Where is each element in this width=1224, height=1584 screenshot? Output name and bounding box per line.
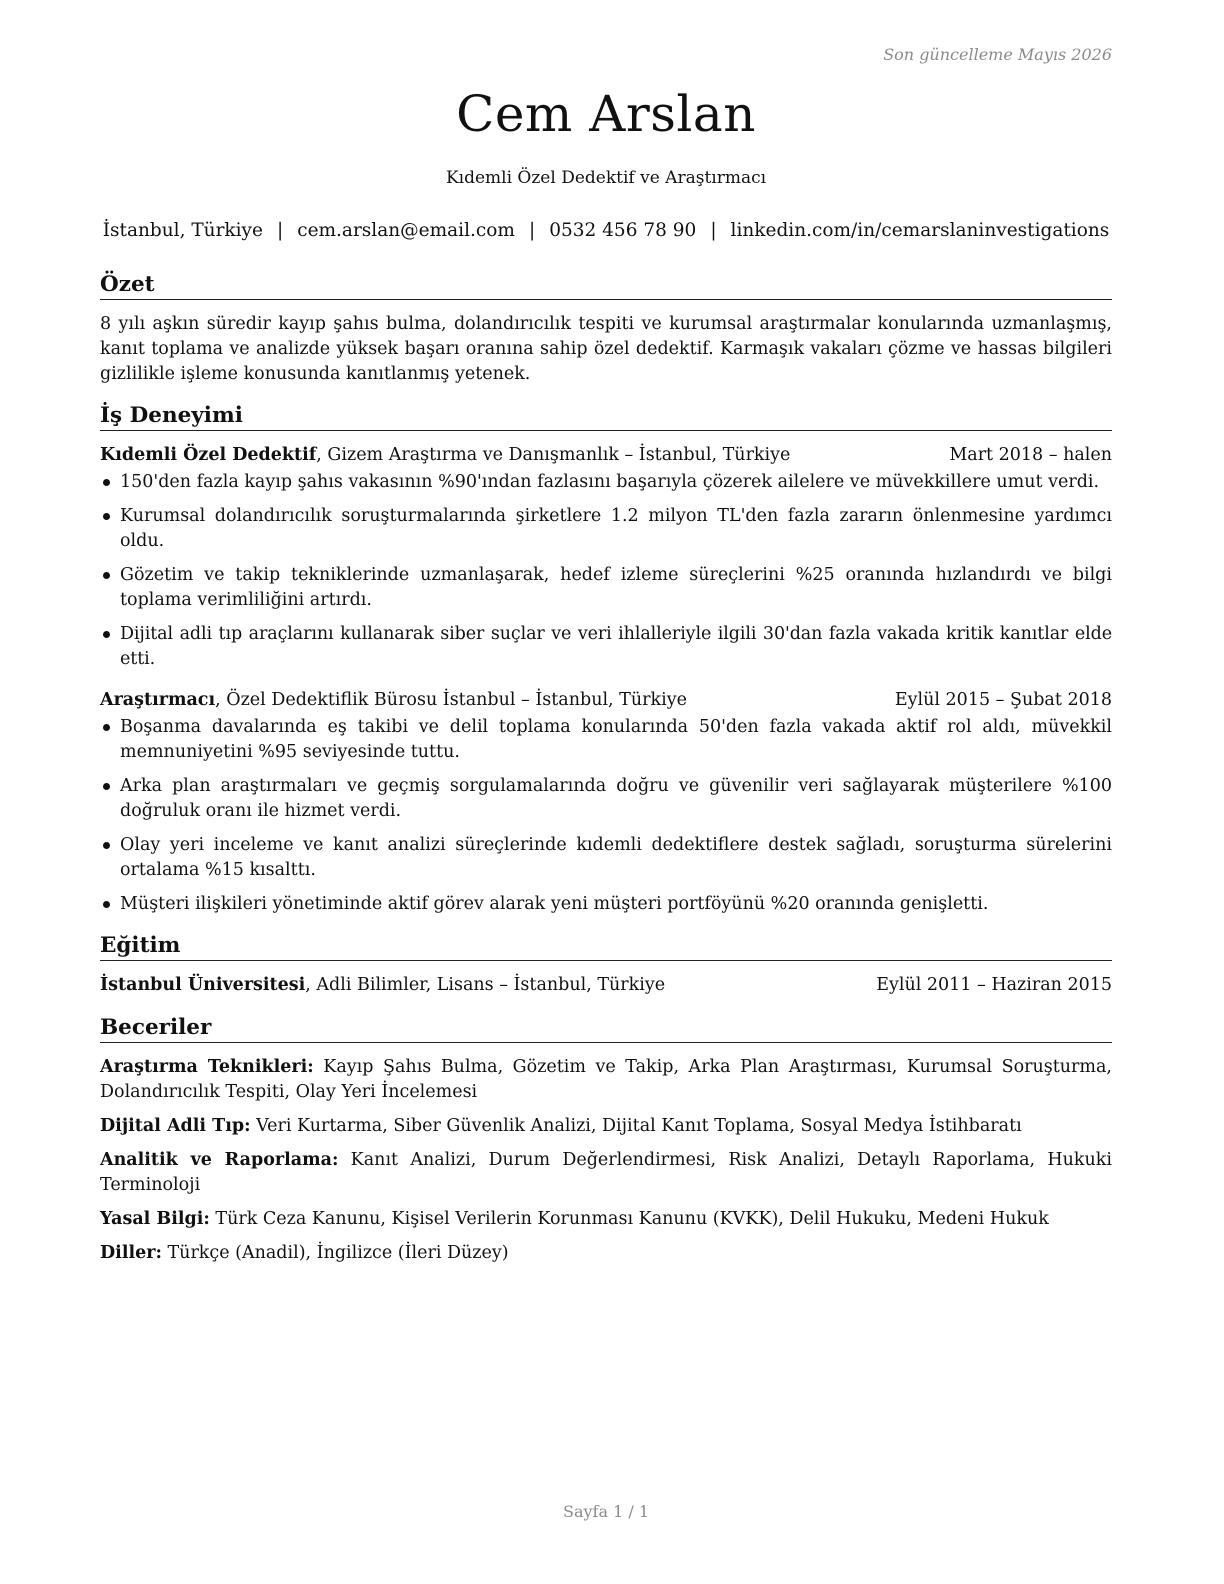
bullet-icon: [103, 842, 110, 849]
skill-line: [100, 1114, 1112, 1139]
contact-linkedin[interactable]: linkedin.com/in/cemarslaninvestigations: [730, 220, 1110, 241]
summary-section: [100, 272, 1112, 387]
skill-line: [100, 1148, 1112, 1198]
bullet-text: 150'den fazla kayıp şahıs vakasının %90'ından fazlasını başarıyla çözerek ailelere ve müvekkillere umut verdi.: [120, 472, 1100, 492]
bullet-item: [100, 622, 1112, 672]
bullet-icon: [103, 783, 110, 790]
education-school: İstanbul Üniversitesi: [100, 975, 306, 995]
job-bullets: [100, 470, 1112, 672]
skill-label: Araştırma Teknikleri:: [100, 1057, 314, 1077]
skill-line: [100, 1055, 1112, 1105]
job-bullets: [100, 715, 1112, 917]
skill-value: Türkçe (Anadil), İngilizce (İleri Düzey): [161, 1243, 509, 1263]
contact-separator: |: [528, 220, 536, 241]
skill-label: Dijital Adli Tıp:: [100, 1116, 251, 1136]
section-heading-summary: Özet: [100, 272, 1112, 300]
job-title-line: [100, 443, 790, 467]
section-heading-experience: İş Deneyimi: [100, 403, 1112, 431]
skill-value: Veri Kurtarma, Siber Güvenlik Analizi, Dijital Kanıt Toplama, Sosyal Medya İstihbaratı: [250, 1116, 1022, 1136]
job-dates: Eylül 2015 – Şubat 2018: [894, 690, 1112, 710]
skill-line: [100, 1207, 1112, 1232]
bullet-item: [100, 892, 1112, 917]
candidate-title: Kıdemli Özel Dedektif ve Araştırmacı: [445, 168, 767, 188]
job-company: , Özel Dedektiflik Bürosu İstanbul – İstanbul, Türkiye: [215, 690, 687, 710]
last-updated: Son güncelleme Mayıs 2026: [883, 45, 1112, 64]
resume-page: [100, 0, 1112, 1584]
bullet-text: Dijital adli tıp araçlarını kullanarak siber suçlar ve veri ihlalleriyle ilgili 30'dan fazla vakada kritik kanıtlar elde etti.: [120, 624, 1112, 669]
job-role: Kıdemli Özel Dedektif: [100, 445, 317, 465]
job-header: [100, 443, 1112, 467]
summary-text: 8 yılı aşkın süredir kayıp şahıs bulma, dolandırıcılık tespiti ve kurumsal araştırmalar konularında uzmanlaşmış, kanıt toplama ve analizde yüksek başarı oranına sahip özel dedektif. Karmaşık vakaları çözme ve hassas bilgileri gizlilikle işleme konusunda kanıtlanmış yetenek.: [100, 314, 1112, 384]
education-section: [100, 933, 1112, 997]
education-line: [100, 973, 665, 997]
bullet-item: [100, 774, 1112, 824]
section-heading-skills: Beceriler: [100, 1015, 1112, 1043]
contact-email[interactable]: cem.arslan@email.com: [297, 220, 515, 241]
bullet-item: [100, 470, 1112, 495]
bullet-icon: [103, 724, 110, 731]
bullet-icon: [103, 901, 110, 908]
education-dates: Eylül 2011 – Haziran 2015: [876, 975, 1112, 995]
job-dates: Mart 2018 – halen: [949, 445, 1112, 465]
bullet-text: Kurumsal dolandırıcılık soruşturmalarında şirketlere 1.2 milyon TL'den fazla zararın önlenmesine yardımcı oldu.: [120, 506, 1112, 551]
section-heading-education: Eğitim: [100, 933, 1112, 961]
skill-label: Yasal Bilgi:: [100, 1209, 210, 1229]
job-header: [100, 688, 1112, 712]
job-title-line: [100, 688, 687, 712]
skills-section: [100, 1015, 1112, 1266]
bullet-item: [100, 504, 1112, 554]
skill-label: Analitik ve Raporlama:: [100, 1150, 339, 1170]
job-entry: [100, 688, 1112, 917]
education-header: [100, 973, 1112, 997]
bullet-icon: [103, 513, 110, 520]
skill-value: Kanıt Analizi, Durum Değerlendirmesi, Risk Analizi, Detaylı Raporlama, Hukuki Terminoloji: [100, 1150, 1112, 1195]
experience-section: [100, 403, 1112, 917]
education-details: , Adli Bilimler, Lisans – İstanbul, Türkiye: [305, 975, 666, 995]
candidate-name: Cem Arslan: [456, 85, 756, 143]
page-number: Sayfa 1 / 1: [562, 1502, 649, 1521]
bullet-item: [100, 563, 1112, 613]
skill-label: Diller:: [100, 1243, 162, 1263]
bullet-icon: [103, 631, 110, 638]
bullet-item: [100, 833, 1112, 883]
skill-value: Türk Ceza Kanunu, Kişisel Verilerin Korunması Kanunu (KVKK), Delil Hukuku, Medeni Hukuk: [209, 1209, 1049, 1229]
job-role: Araştırmacı: [100, 690, 216, 710]
contact-separator: |: [710, 220, 717, 241]
bullet-text: Boşanma davalarında eş takibi ve delil toplama konularında 50'den fazla vakada aktif rol aldı, müvekkil memnuniyetini %95 seviyesinde tuttu.: [120, 717, 1112, 762]
contact-line: [80, 220, 1132, 241]
bullet-text: Gözetim ve takip tekniklerinde uzmanlaşarak, hedef izleme süreçlerini %25 oranında hızlandırdı ve bilgi toplama verimliliğini artırdı.: [120, 565, 1112, 610]
bullet-text: Müşteri ilişkileri yönetiminde aktif görev alarak yeni müşteri portföyünü %20 oranında genişletti.: [120, 894, 989, 914]
job-entry: [100, 443, 1112, 672]
contact-separator: |: [276, 220, 284, 241]
bullet-icon: [103, 479, 110, 486]
skill-value: Kayıp Şahıs Bulma, Gözetim ve Takip, Arka Plan Araştırması, Kurumsal Soruşturma, Dolandırıcılık Tespiti, Olay Yeri İncelemesi: [100, 1057, 1112, 1102]
bullet-text: Arka plan araştırmaları ve geçmiş sorgulamalarında doğru ve güvenilir veri sağlayarak müşterilere %100 doğruluk oranı ile hizmet verdi.: [120, 776, 1112, 821]
contact-phone: 0532 456 78 90: [549, 220, 697, 241]
bullet-text: Olay yeri inceleme ve kanıt analizi süreçlerinde kıdemli dedektiflere destek sağladı, soruşturma sürelerini ortalama %15 kısalttı.: [120, 835, 1112, 880]
bullet-item: [100, 715, 1112, 765]
job-company: , Gizem Araştırma ve Danışmanlık – İstanbul, Türkiye: [316, 445, 791, 465]
resume-content: [100, 272, 1112, 1275]
bullet-icon: [103, 572, 110, 579]
contact-location: İstanbul, Türkiye: [102, 220, 263, 241]
skill-line: [100, 1241, 1112, 1266]
education-entry: [100, 973, 1112, 997]
